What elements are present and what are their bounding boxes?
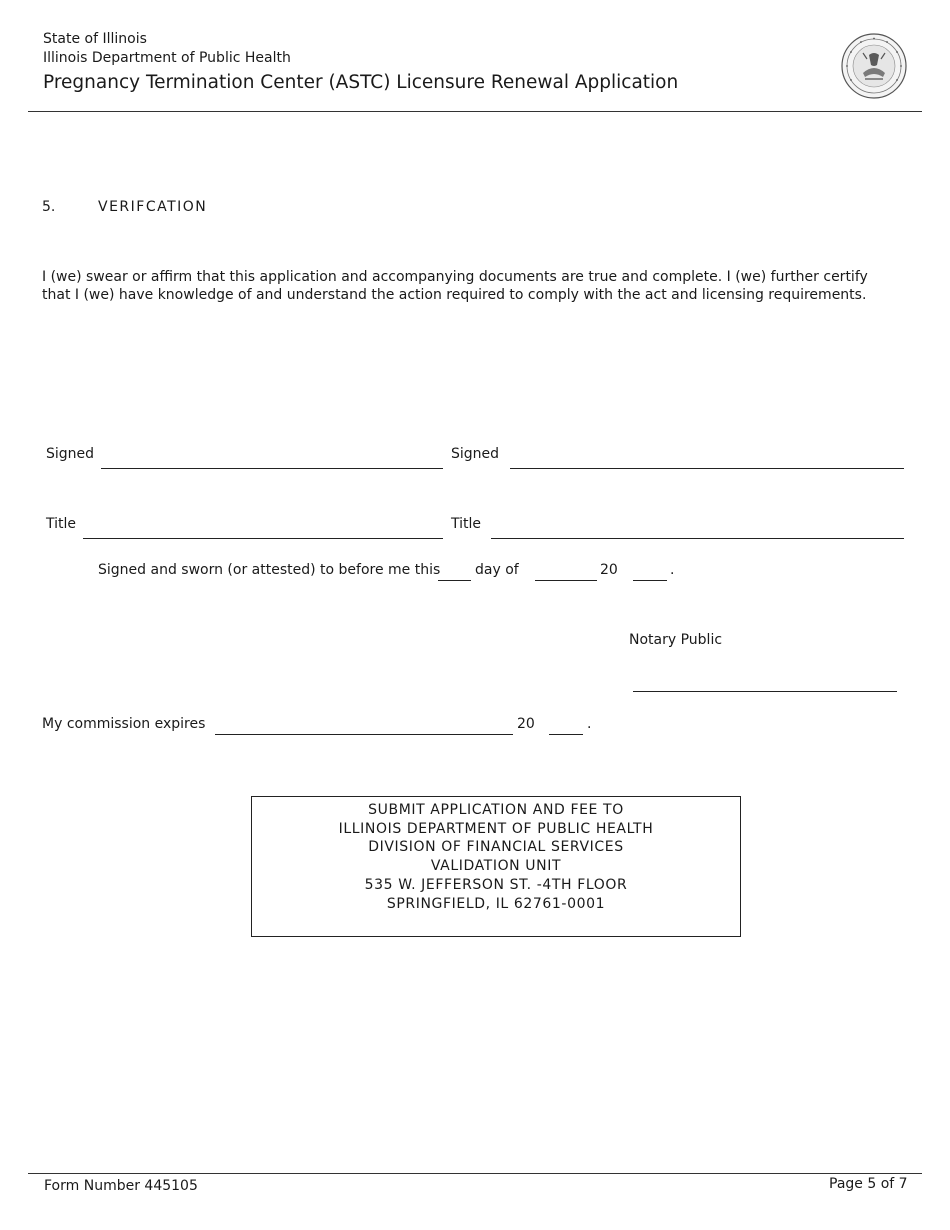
footer-divider [28, 1173, 922, 1174]
state-name: State of Illinois [43, 31, 147, 47]
submit-line: 535 W. JEFFERSON ST. -4TH FLOOR [364, 876, 628, 893]
section-number: 5. [42, 199, 56, 215]
sworn-year-prefix: 20 [600, 562, 618, 578]
notary-label: Notary Public [629, 632, 723, 648]
submit-line: ILLINOIS DEPARTMENT OF PUBLIC HEALTH [338, 820, 654, 837]
form-number: Form Number 445105 [44, 1178, 198, 1194]
sworn-year-line[interactable] [633, 580, 667, 581]
signature-line-left[interactable] [101, 468, 443, 469]
title-line-right[interactable] [491, 538, 904, 539]
title-label-left: Title [46, 516, 77, 532]
title-label-right: Title [451, 516, 482, 532]
verification-statement: I (we) swear or affirm that this application and accompanying documents are true and complete. I (we) further certify that I (we) have knowledge of and understand the action required to comply with the act and licensing requirements. [42, 269, 868, 303]
commission-year-prefix: 20 [517, 716, 535, 732]
submit-line: SPRINGFIELD, IL 62761-0001 [386, 895, 606, 912]
submit-line: DIVISION OF FINANCIAL SERVICES [368, 839, 624, 856]
sworn-text: Signed and sworn (or attested) to before me this [98, 562, 441, 578]
page-number: Page 5 of 7 [829, 1176, 908, 1192]
commission-period: . [587, 716, 592, 732]
signed-label-left: Signed [46, 446, 95, 462]
commission-year-line[interactable] [549, 734, 583, 735]
title-line-left[interactable] [83, 538, 443, 539]
sworn-period: . [670, 562, 675, 578]
submit-line: VALIDATION UNIT [430, 858, 562, 875]
sworn-day-line[interactable] [438, 580, 471, 581]
department-name: Illinois Department of Public Health [43, 50, 291, 66]
commission-label: My commission expires [42, 716, 206, 732]
signature-line-right[interactable] [510, 468, 904, 469]
notary-signature-line[interactable] [633, 691, 897, 692]
signed-label-right: Signed [451, 446, 500, 462]
commission-date-line[interactable] [215, 734, 513, 735]
submit-address-box [251, 796, 741, 937]
header-divider [28, 111, 922, 112]
section-title: VERIFCATION [98, 199, 208, 215]
submit-line: SUBMIT APPLICATION AND FEE TO [368, 802, 624, 818]
state-seal-icon [841, 33, 907, 99]
page-title: Pregnancy Termination Center (ASTC) Licensure Renewal Application [43, 72, 679, 93]
sworn-month-line[interactable] [535, 580, 597, 581]
day-of-text: day of [475, 562, 519, 578]
